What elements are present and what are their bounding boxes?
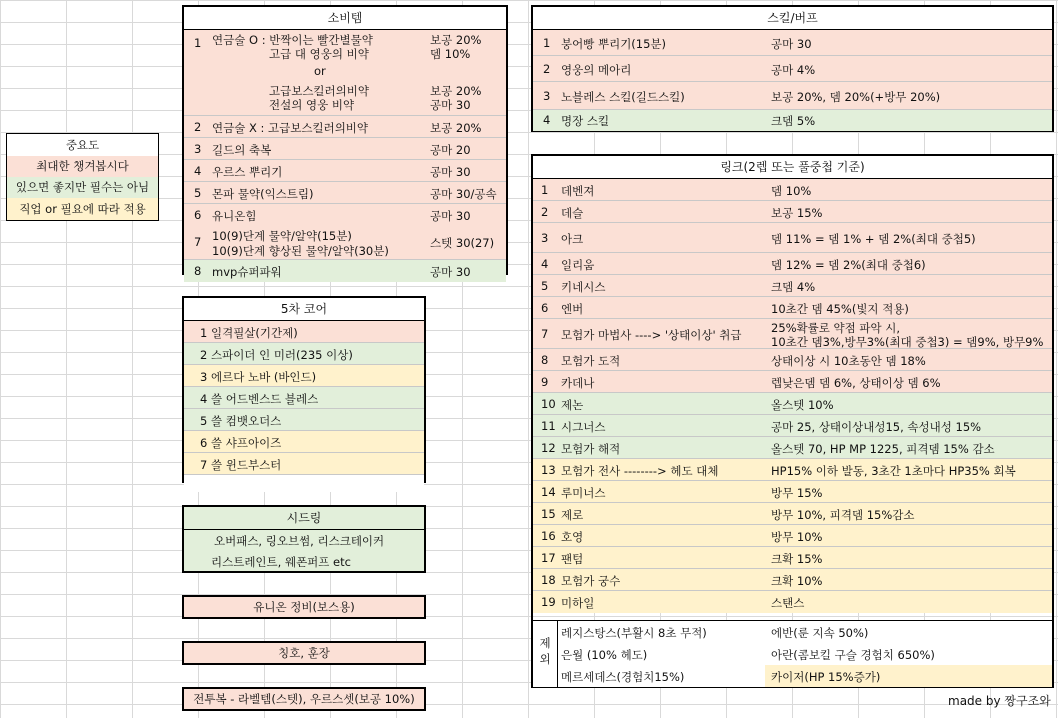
row-number: 3: [194, 142, 202, 156]
row-number: 3: [543, 89, 551, 103]
link-row: [533, 569, 1052, 591]
core5-box: [182, 296, 426, 483]
skill-name: 노블레스 스킬(길드스킬): [561, 90, 685, 104]
consumable-name: mvp슈퍼파워: [212, 265, 282, 279]
core5-label: 7 쓸 윈드부스터: [200, 458, 282, 472]
core5-label: 6 쓸 샤프아이즈: [200, 436, 282, 450]
skill-name: 영웅의 메아리: [561, 63, 632, 77]
consumable-value: 보공 20%: [430, 84, 482, 98]
row-number: 12: [541, 441, 556, 455]
link-class: 제논: [561, 398, 584, 412]
consumable-name: 전설의 영웅 비약: [269, 98, 355, 112]
consumable-name: 유니온힘: [212, 209, 257, 223]
link-row: [533, 349, 1052, 371]
row-number: 8: [194, 264, 202, 278]
row-number: 4: [194, 164, 202, 178]
excluded-item: 에반(룬 지속 50%): [771, 626, 869, 640]
link-row: [533, 253, 1052, 275]
excluded-label-char: 외: [539, 652, 551, 666]
excluded-label: [533, 621, 558, 687]
link-value: 보공 15%: [771, 206, 823, 220]
core5-label: 1 일격필살(기간제): [200, 326, 298, 340]
consumables-title: 소비템: [184, 7, 506, 30]
excluded-item: 레지스탕스(부활시 8초 무적): [561, 626, 707, 640]
link-value: 뎀 11% = 뎀 1% + 뎀 2%(최대 중첩5): [771, 232, 976, 246]
link-row: [533, 481, 1052, 503]
union-gear-box: 유니온 정비(보스용): [182, 595, 426, 619]
consumable-name: 10(9)단계 향상된 물약/알약(30분): [212, 244, 389, 258]
links-title: 링크(2렙 또는 풀중첩 기준): [533, 156, 1052, 179]
row-number: 1: [541, 183, 549, 197]
link-value: 공마 25, 상태이상내성15, 속성내성 15%: [771, 420, 982, 434]
consumable-row-7: [184, 226, 506, 260]
consumable-value: 보공 20%: [430, 121, 482, 135]
seed-ring-body: [184, 530, 424, 571]
skill-value: 공마 30: [771, 37, 812, 51]
credit-text: made by 짱구조와: [948, 694, 1051, 708]
skill-value: 보공 20%, 뎀 20%(+방무 20%): [771, 90, 941, 104]
link-value: 25%확률로 약점 파악 시,: [771, 321, 901, 335]
link-class: 루미너스: [561, 486, 606, 500]
consumable-row: [184, 160, 506, 182]
link-class: 모험가 도적: [561, 354, 621, 368]
core5-label: 5 쓸 컴뱃오더스: [200, 414, 282, 428]
link-class: 미하일: [561, 596, 595, 610]
legend-high: 최대한 챙겨봅시다: [7, 156, 158, 178]
core5-item: [184, 343, 424, 365]
skill-row: [533, 56, 1052, 82]
skills-title: 스킬/버프: [533, 7, 1052, 30]
link-value: 방무 10%: [771, 530, 823, 544]
link-value: 뎀 12% = 뎀 2%(최대 중첩6): [771, 258, 926, 272]
consumable-value: 공마 30: [430, 98, 471, 112]
skill-name: 명장 스킬: [561, 114, 610, 128]
skill-row: [533, 82, 1052, 110]
row-number: 1: [194, 36, 202, 50]
link-value: 10초간 뎀 45%(빛지 적용): [771, 302, 909, 316]
row-number: 2: [541, 205, 549, 219]
row-number: 2: [543, 62, 551, 76]
consumable-name: 우르스 뿌리기: [212, 165, 283, 179]
link-class: 일리움: [561, 258, 595, 272]
battle-outfit-box: 전투복 - 라벨템(스텟), 우르스셋(보공 10%): [182, 687, 426, 711]
link-class: 모험가 전사 --------> 헤도 대체: [561, 464, 719, 478]
excluded-item-highlight: [765, 665, 1052, 687]
row-number: 16: [541, 529, 556, 543]
consumables-box: [182, 5, 508, 279]
importance-legend: [6, 133, 159, 221]
seed-ring-line: 오버패스, 링오브썸, 리스크테이커: [214, 534, 385, 548]
link-row: [533, 525, 1052, 547]
row-number: 7: [541, 327, 549, 341]
row-number: 10: [541, 397, 556, 411]
link-value: HP15% 이하 발동, 3초간 1초마다 HP35% 회복: [771, 464, 1016, 478]
skill-row: [533, 110, 1052, 131]
link-class: 카데나: [561, 376, 595, 390]
skills-box: [531, 5, 1054, 132]
link-value: 크확 10%: [771, 574, 823, 588]
link-class: 모험가 해적: [561, 442, 621, 456]
link-row: [533, 547, 1052, 569]
consumable-value: 스텟 30(27): [430, 236, 495, 250]
core5-item: [184, 365, 424, 387]
link-row: [533, 459, 1052, 481]
core5-title: 5차 코어: [184, 298, 424, 321]
links-box: [531, 154, 1054, 688]
row-number: 18: [541, 573, 556, 587]
consumable-row: [184, 204, 506, 226]
or-label: or: [314, 64, 326, 78]
link-row: [533, 319, 1052, 349]
link-class: 팬텀: [561, 552, 584, 566]
row-number: 17: [541, 551, 556, 565]
link-row: [533, 275, 1052, 297]
link-class: 엔버: [561, 302, 584, 316]
link-row: [533, 415, 1052, 437]
consumable-row-1: [184, 30, 506, 116]
link-class: 모험가 궁수: [561, 574, 621, 588]
row-number: 4: [541, 257, 549, 271]
skill-row: [533, 30, 1052, 56]
core5-empty-row: [184, 475, 424, 492]
row-number: 6: [194, 208, 202, 222]
core5-item: [184, 431, 424, 453]
link-value: 스탠스: [771, 596, 805, 610]
row-number: 3: [541, 231, 549, 245]
consumable-value: 보공 20%: [430, 33, 482, 47]
legend-low: 직업 or 필요에 따라 적용: [7, 198, 158, 220]
excluded-label-char: 제: [539, 636, 551, 650]
core5-label: 4 쓸 어드벤스드 블레스: [200, 392, 319, 406]
consumable-name: 연금술 X : 고급보스킬러의비약: [212, 121, 369, 135]
excluded-section: [533, 620, 1052, 687]
excluded-item: 은월 (10% 헤도): [561, 648, 648, 662]
core5-item: [184, 387, 424, 409]
core5-item: [184, 409, 424, 431]
consumable-value: 공마 20: [430, 143, 471, 157]
link-class: 모험가 마법사 ----> '상태이상' 취급: [561, 328, 742, 342]
consumable-value: 공마 30: [430, 165, 471, 179]
consumable-name: 몬파 물약(익스트림): [212, 187, 314, 201]
link-value: 올스텟 10%: [771, 398, 834, 412]
excluded-item: 아란(콤보킬 구슬 경험치 650%): [771, 648, 935, 662]
link-row: [533, 223, 1052, 253]
row-number: 6: [541, 301, 549, 315]
row-number: 9: [541, 375, 549, 389]
link-row: [533, 591, 1052, 613]
link-row: [533, 371, 1052, 393]
title-medal-box: 칭호, 훈장: [182, 641, 426, 665]
legend-mid: 있으면 좋지만 필수는 아님: [7, 177, 158, 199]
row-number: 2: [194, 120, 202, 134]
seed-ring-box: [182, 505, 426, 573]
link-value: 상태이상 시 10초동안 뎀 18%: [771, 354, 926, 368]
row-number: 8: [541, 353, 549, 367]
link-class: 키네시스: [561, 280, 606, 294]
link-class: 시그너스: [561, 420, 606, 434]
skill-name: 붕어빵 뿌리기(15분): [561, 37, 667, 51]
row-number: 13: [541, 463, 556, 477]
row-number: 19: [541, 595, 556, 609]
consumable-value: 뎀 10%: [430, 47, 471, 61]
link-row: [533, 437, 1052, 459]
consumable-name: 고급 대 영웅의 비약: [269, 47, 369, 61]
link-value: 크확 15%: [771, 552, 823, 566]
link-class: 호영: [561, 530, 584, 544]
link-value: 방무 10%, 피격뎀 15%감소: [771, 508, 915, 522]
link-value: 방무 15%: [771, 486, 823, 500]
link-value: 크뎀 4%: [771, 280, 816, 294]
link-class: 제로: [561, 508, 584, 522]
link-class: 데벤져: [561, 184, 595, 198]
link-value: 뎀 10%: [771, 184, 812, 198]
link-row: [533, 179, 1052, 201]
link-value: 10초간 뎀3%,방무3%(최대 중첩3) = 뎀9%, 방무9%: [771, 335, 1044, 349]
row-number: 5: [194, 186, 202, 200]
link-class: 아크: [561, 232, 584, 246]
row-number: 4: [543, 113, 551, 127]
consumable-name: 고급보스킬러의비약: [269, 84, 369, 98]
row-number: 1: [543, 36, 551, 50]
consumable-value: 공마 30: [430, 265, 471, 279]
consumable-value: 공마 30: [430, 209, 471, 223]
legend-title: 중요도: [7, 134, 158, 157]
consumable-row: [184, 116, 506, 138]
link-class: 데슬: [561, 206, 584, 220]
link-value: 올스텟 70, HP MP 1225, 피격뎀 15% 감소: [771, 442, 995, 456]
excluded-item: 메르세데스(경험치15%): [561, 670, 685, 684]
consumable-name: 연금술 O : 반짝이는 빨간별물약: [212, 33, 373, 47]
row-number: 15: [541, 507, 556, 521]
link-row: [533, 503, 1052, 525]
row-number: 5: [541, 279, 549, 293]
skill-value: 공마 4%: [771, 63, 816, 77]
row-number: 11: [541, 419, 556, 433]
consumable-row: [184, 182, 506, 204]
core5-item: [184, 321, 424, 343]
link-value: 렙낮은뎀 뎀 6%, 상태이상 뎀 6%: [771, 376, 941, 390]
consumable-name: 길드의 축복: [212, 143, 272, 157]
core5-label: 3 에르다 노바 (바인드): [200, 370, 317, 384]
row-number: 14: [541, 485, 556, 499]
seed-ring-line: 리스트레인트, 웨폰퍼프 etc: [211, 555, 351, 569]
link-row: [533, 201, 1052, 223]
consumable-value: 공마 30/공속: [430, 187, 497, 201]
core5-item: [184, 453, 424, 475]
link-row: [533, 393, 1052, 415]
link-row: [533, 297, 1052, 319]
consumable-row: [184, 138, 506, 160]
excluded-item: 카이저(HP 15%증가): [771, 670, 881, 684]
row-number: 7: [194, 235, 202, 249]
core5-label: 2 스파이더 인 미러(235 이상): [200, 348, 353, 362]
skill-value: 크뎀 5%: [771, 114, 816, 128]
seed-ring-title: 시드링: [184, 507, 424, 530]
consumable-row-8: [184, 260, 506, 282]
consumable-name: 10(9)단계 물약/알약(15분): [212, 229, 352, 243]
